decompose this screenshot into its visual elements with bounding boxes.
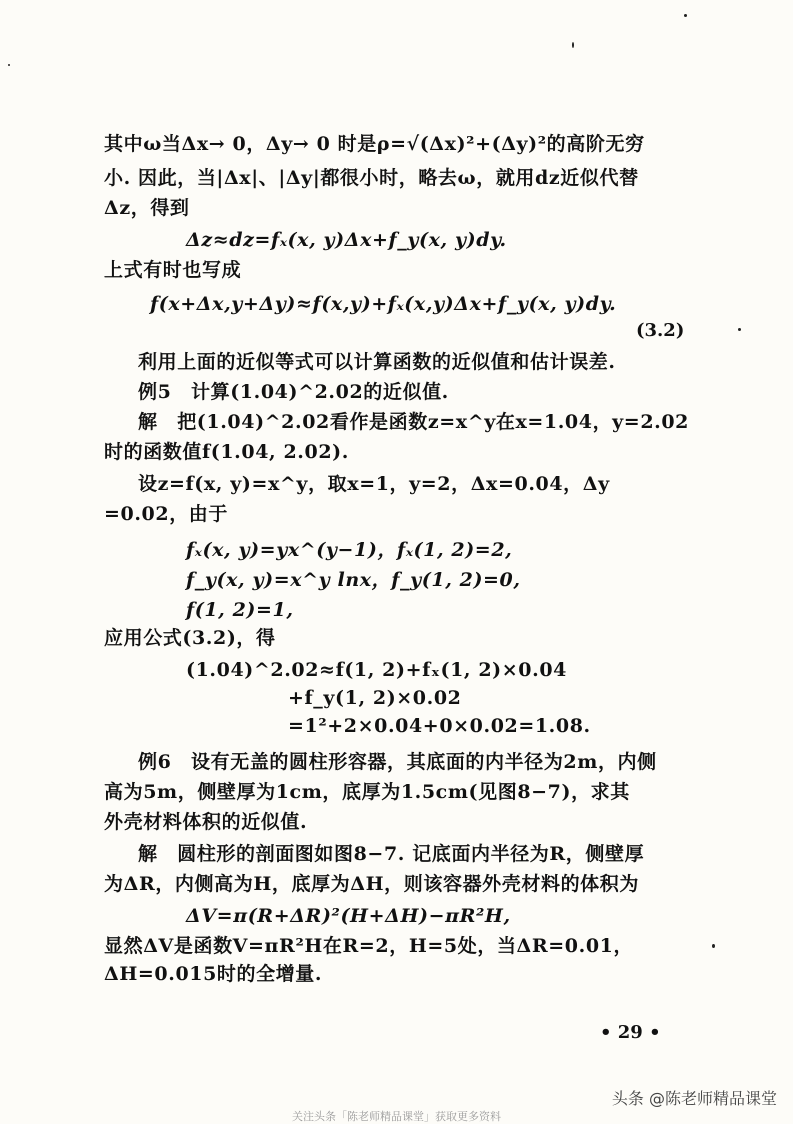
equation-approx: f(x+Δx,y+Δy)≈f(x,y)+fₓ(x,y)Δx+f_y(x, y)dy. <box>150 293 617 315</box>
equation-f12: f(1, 2)=1, <box>186 599 294 621</box>
solution-5-line-4: =0.02，由于 <box>104 503 228 525</box>
scan-speck <box>572 42 574 48</box>
example-6-line-2: 高为5m，侧壁厚为1cm，底厚为1.5cm(见图8−7)，求其 <box>104 781 630 803</box>
equation-calc-2: +f_y(1, 2)×0.02 <box>288 687 462 709</box>
example-6-line-3: 外壳材料体积的近似值. <box>104 811 308 833</box>
solution-6-line-2: 为ΔR，内侧高为H，底厚为ΔH，则该容器外壳材料的体积为 <box>104 873 639 895</box>
solution-6-line-3: 显然ΔV是函数V=πR²H在R=2，H=5处，当ΔR=0.01， <box>104 935 634 957</box>
text-line-5: 上式有时也写成 <box>104 259 242 281</box>
text-line-3: Δz，得到 <box>104 197 190 219</box>
equation-fy: f_y(x, y)=x^y lnx，f_y(1, 2)=0, <box>186 569 521 591</box>
equation-calc-1: (1.04)^2.02≈f(1, 2)+fₓ(1, 2)×0.04 <box>186 659 567 681</box>
solution-5-line-2: 时的函数值f(1.04, 2.02). <box>104 441 349 463</box>
solution-5-line-3: 设z=f(x, y)=x^y，取x=1，y=2，Δx=0.04，Δy <box>138 473 610 495</box>
scan-speck <box>738 328 741 331</box>
text-line-1: 其中ω当Δx→ 0，Δy→ 0 时是ρ=√(Δx)²+(Δy)²的高阶无穷 <box>104 133 645 155</box>
example-6-line-1: 例6 设有无盖的圆柱形容器，其底面的内半径为2m，内侧 <box>138 751 657 773</box>
equation-calc-3: =1²+2×0.04+0×0.02=1.08. <box>288 715 591 737</box>
example-5-heading: 例5 计算(1.04)^2.02的近似值. <box>138 381 449 403</box>
equation-number: (3.2) <box>636 320 685 341</box>
footer-note: 关注头条「陈老师精品课堂」获取更多资料 <box>292 1110 501 1123</box>
scan-speck <box>684 14 687 17</box>
solution-5-line-1: 解 把(1.04)^2.02看作是函数z=x^y在x=1.04，y=2.02 <box>138 411 690 433</box>
solution-6-line-1: 解 圆柱形的剖面图如图8−7. 记底面内半径为R，侧壁厚 <box>138 843 645 865</box>
solution-6-line-4: ΔH=0.015时的全增量. <box>104 963 323 985</box>
text-apply-formula: 应用公式(3.2)，得 <box>104 627 276 649</box>
equation-volume: ΔV=π(R+ΔR)²(H+ΔH)−πR²H, <box>186 905 511 927</box>
page-number: • 29 • <box>600 1022 661 1043</box>
equation-fx: fₓ(x, y)=yx^(y−1)，fₓ(1, 2)=2, <box>186 539 513 561</box>
equation-dz: Δz≈dz=fₓ(x, y)Δx+f_y(x, y)dy. <box>186 229 507 251</box>
text-line-7: 利用上面的近似等式可以计算函数的近似值和估计误差. <box>138 351 616 373</box>
scan-speck <box>712 944 715 948</box>
watermark: 头条 @陈老师精品课堂 <box>611 1089 777 1108</box>
text-line-2: 小. 因此，当|Δx|、|Δy|都很小时，略去ω，就用dz近似代替 <box>104 167 639 189</box>
scan-speck <box>8 64 10 66</box>
